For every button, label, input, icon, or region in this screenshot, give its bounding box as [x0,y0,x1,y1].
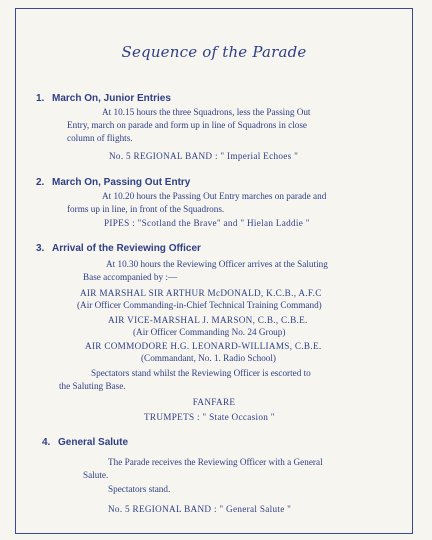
section-number: 1. [36,93,45,104]
programme-page [15,8,413,534]
officer-3-role: (Commandant, No. 1. Radio School) [141,353,276,363]
spectators-stand: Spectators stand. [108,484,171,494]
pipes-music: PIPES : "Scotland the Brave" and " Hielan Laddie " [104,218,310,228]
officer-2-name: AIR VICE-MARSHAL J. MARSON, C.B., C.B.E. [108,315,308,325]
section-title: Arrival of the Reviewing Officer [52,243,201,254]
section-2-line-2: forms up in line, in front of the Squadrons. [67,204,225,214]
spectators-line-2: the Saluting Base. [59,381,126,391]
section-4-line-1: The Parade receives the Reviewing Officer with a General [108,457,323,467]
section-heading-2 [36,177,190,188]
section-number: 3. [36,243,45,254]
section-3-line-2: Base accompanied by :— [83,272,178,282]
section-number: 2. [36,177,45,188]
section-2-line-1: At 10.20 hours the Passing Out Entry marches on parade and [102,191,327,201]
section-1-line-3: column of flights. [67,133,133,143]
band-music-4: No. 5 REGIONAL BAND : " General Salute " [108,504,292,514]
section-4-line-2: Salute. [83,470,109,480]
fanfare-label: FANFARE [192,397,236,407]
section-1-line-1: At 10.15 hours the three Squadrons, less the Passing Out [102,107,311,117]
officer-3-name: AIR COMMODORE H.G. LEONARD-WILLIAMS, C.B.E. [85,341,322,351]
officer-2-role: (Air Officer Commanding No. 24 Group) [133,327,286,337]
section-title: March On, Passing Out Entry [52,177,191,188]
section-1-line-2: Entry, march on parade and form up in line of Squadrons in close [67,120,308,130]
section-number: 4. [42,437,51,448]
section-title: General Salute [58,437,129,448]
officer-1-role: (Air Officer Commanding-in-Chief Technical Training Command) [77,300,322,310]
section-title: March On, Junior Entries [52,93,171,104]
section-heading-1 [36,93,171,104]
officer-1-name: AIR MARSHAL SIR ARTHUR McDONALD, K.C.B., A.F.C [80,288,322,298]
spectators-line-1: Spectators stand whilst the Reviewing Officer is escorted to [91,368,311,378]
section-heading-4 [42,437,128,448]
section-3-line-1: At 10.30 hours the Reviewing Officer arrives at the Saluting [106,259,328,269]
section-heading-3 [36,243,201,254]
page-title: Sequence of the Parade [121,43,307,61]
trumpets-music: TRUMPETS : " State Occasion " [144,412,275,422]
band-music-1: No. 5 REGIONAL BAND : " Imperial Echoes " [109,151,299,161]
